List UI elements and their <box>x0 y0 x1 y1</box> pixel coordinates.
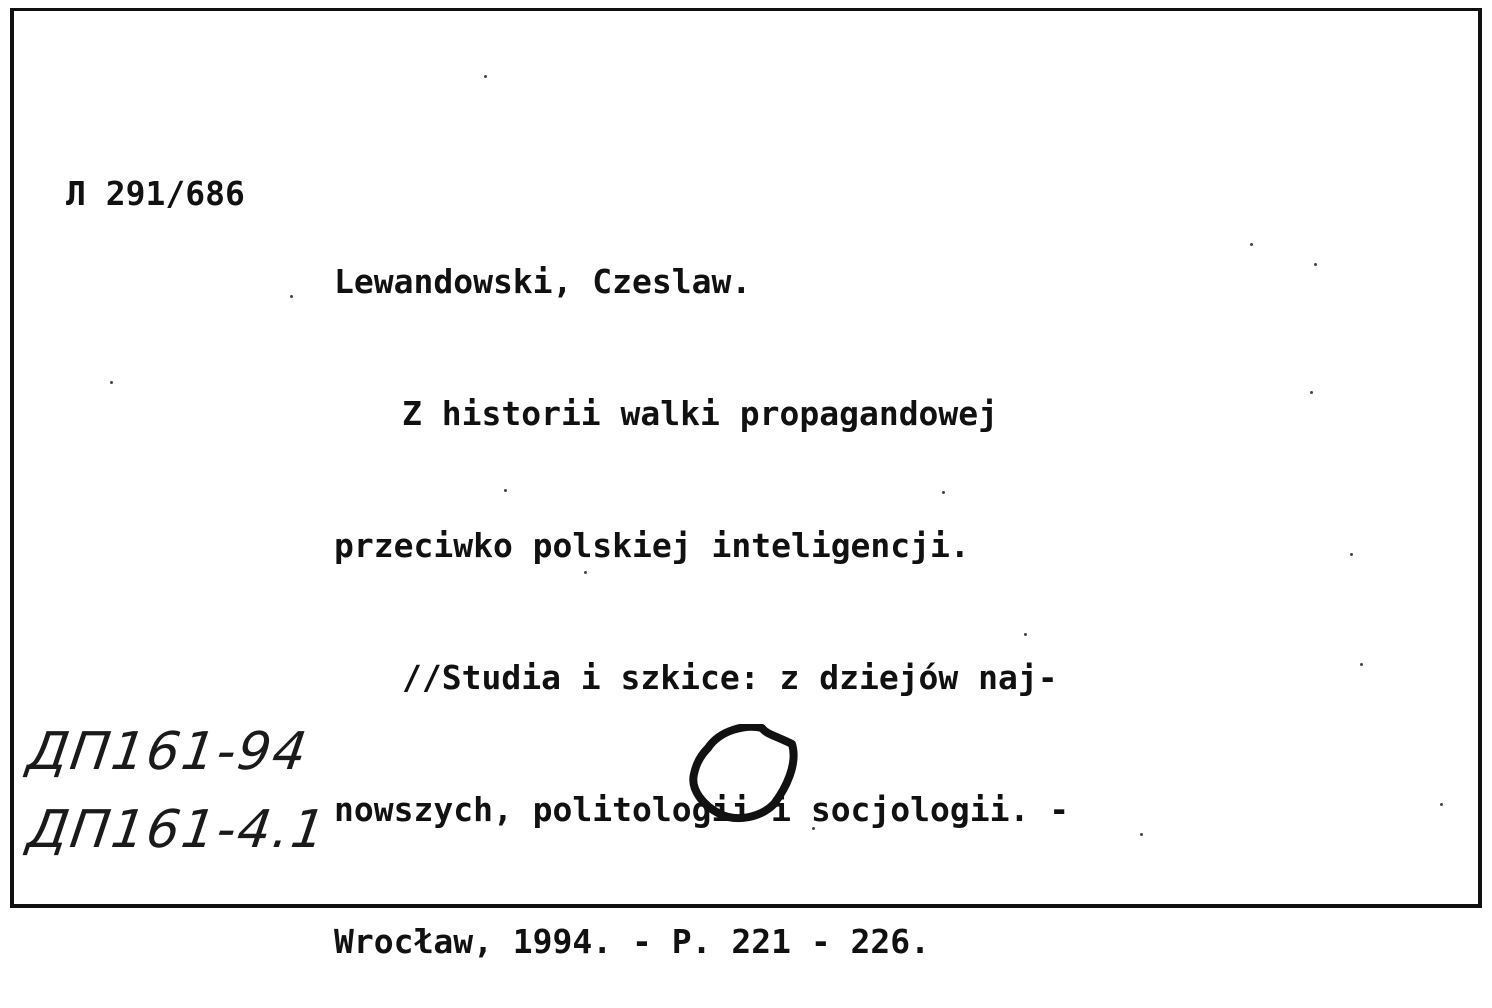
scan-speck <box>484 75 487 78</box>
scan-speck <box>1350 553 1353 556</box>
title-line: Z historii walki propagandowej <box>402 394 999 433</box>
source-line: Wrocław, 1994. - P. 221 - 226. <box>334 922 931 961</box>
scan-speck <box>1250 243 1253 246</box>
source-line: nowszych, politologii i socjologii. - <box>334 790 1070 829</box>
shelfmark: Л 291/686 <box>66 174 245 213</box>
scan-speck <box>1314 263 1317 266</box>
scan-speck <box>1360 663 1363 666</box>
handwritten-note: ДП161-94 <box>23 722 313 782</box>
punch-hole-icon <box>686 724 806 828</box>
title-line: przeciwko polskiej inteligencji. <box>334 526 970 565</box>
scan-speck <box>1310 391 1313 394</box>
handwritten-note: ДП161-4.1 <box>23 800 331 860</box>
scan-speck <box>290 295 293 298</box>
source-line: //Studia i szkice: z dziejów naj- <box>402 658 1058 697</box>
author-name: Lewandowski, Czeslaw. <box>334 262 752 301</box>
scan-speck <box>1440 803 1443 806</box>
scan-speck <box>110 381 113 384</box>
scan-speck <box>1140 833 1143 836</box>
bibliographic-entry <box>334 172 1069 1008</box>
